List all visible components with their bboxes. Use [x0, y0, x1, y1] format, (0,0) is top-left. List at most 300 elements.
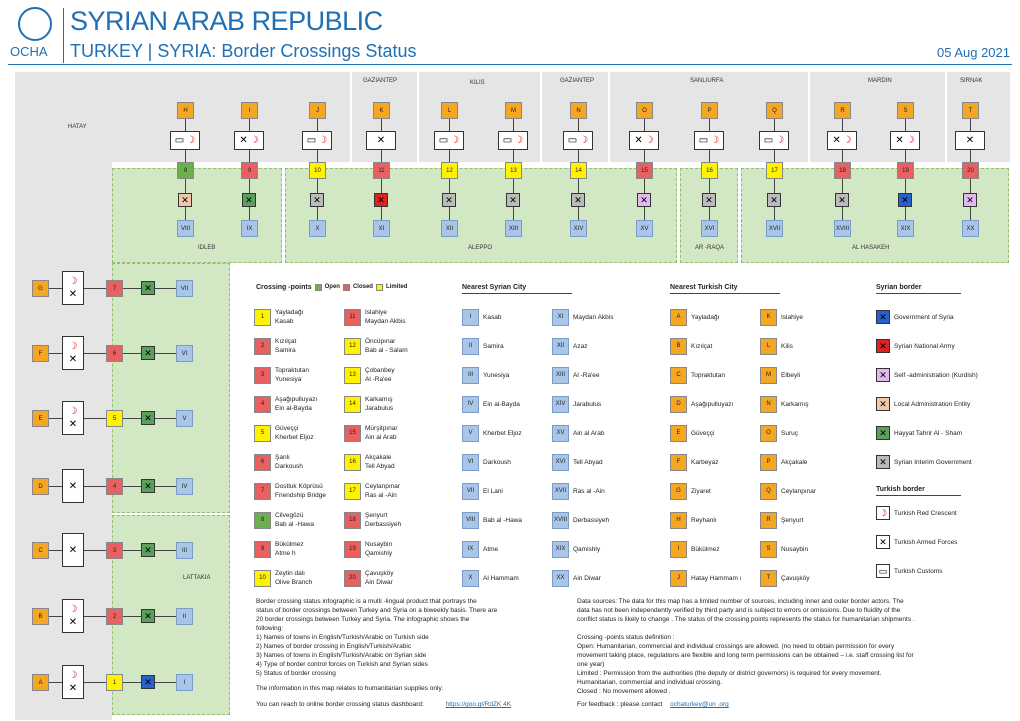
red-crescent-icon: ☽ [68, 406, 78, 417]
legend-text: Self -administration (Kurdish) [894, 371, 978, 379]
dashboard-link[interactable]: https://goo.gl/RdZK 4K [445, 701, 512, 708]
note-line: 20 border crossings between Turkey and Syria. The infographic shows the [256, 616, 470, 623]
turkish-control [62, 271, 84, 305]
legend-item [254, 393, 344, 415]
legend-name-2: Kherbet Eljoz [275, 434, 314, 441]
syrian-control-icon: ✕ [876, 397, 890, 411]
syrian-city-card: X [309, 220, 326, 237]
syr-border-header: Syrian border [876, 284, 961, 294]
legend-text [691, 545, 720, 554]
legend-name-1: Samira [483, 342, 504, 350]
legend-swatch: F [670, 454, 687, 471]
legend-item [344, 509, 444, 531]
syrian-control-icon: ✕ [506, 193, 520, 207]
crossing-number-card: 10 [309, 162, 326, 179]
turkish-control [890, 131, 920, 150]
legend-name-1: Çavuşköy [365, 570, 394, 577]
legend-item [462, 335, 562, 357]
legend-name-1: Öncüpınar [365, 338, 396, 345]
legend-name-2: Darkoush [275, 463, 303, 470]
legend-text [573, 574, 601, 583]
idleb-region [112, 168, 282, 263]
feedback-email[interactable]: ochaturkey@un .org [670, 701, 729, 708]
legend-name-1: Mürşitpınar [365, 425, 398, 432]
idleb-west-region [112, 263, 230, 513]
legend-name-2: Ein al-Bayda [275, 405, 312, 412]
legend-item [670, 451, 770, 473]
legend-item [670, 567, 770, 589]
legend-swatch: XVII [552, 483, 569, 500]
legend-text [365, 337, 408, 355]
turkish-city-card: P [701, 102, 718, 119]
legend-item [876, 560, 1006, 582]
legend-name-1: Güveççi [275, 425, 299, 432]
legend-item [760, 393, 860, 415]
legend-item [760, 509, 860, 531]
syrian-control-icon: ✕ [141, 411, 155, 425]
legend-name-1: Qamishly [573, 545, 601, 553]
legend-item [670, 335, 770, 357]
legend-text: Syrian Interim Government [894, 458, 972, 466]
legend-name-1: Ain Diwar [573, 574, 601, 582]
legend-name-1: Topraktutan [275, 367, 309, 374]
legend-text [691, 429, 714, 438]
legend-name-1: Jarabulus [573, 400, 602, 408]
header-divider [63, 8, 64, 63]
syrian-city-card: III [176, 542, 193, 559]
note-line: 2) Names of border crossing in English/Turkish/Arabic [256, 643, 412, 650]
turkish-city-card: J [309, 102, 326, 119]
crossing-number-card: 18 [834, 162, 851, 179]
syrian-city-card: XVIII [834, 220, 851, 237]
legend-text [483, 342, 504, 351]
legend-text [275, 540, 304, 558]
legend-swatch: XII [552, 338, 569, 355]
crossing-number-card: 4 [106, 478, 123, 495]
legend-name-1: Kızılçat [275, 338, 297, 345]
legend-item [254, 422, 344, 444]
legend-name-2: Ras al -Ain [365, 492, 397, 499]
legend-swatch: 1 [254, 309, 271, 326]
feedback-label: For feedback : please contact [577, 701, 663, 708]
legend-item [670, 393, 770, 415]
legend-swatch: 18 [344, 512, 361, 529]
legend-name-1: Ziyaret [691, 487, 711, 495]
legend-swatch: 8 [254, 512, 271, 529]
legend-swatch: XI [552, 309, 569, 326]
legend-swatch: XVIII [552, 512, 569, 529]
legend-swatch: II [462, 338, 479, 355]
turkish-city-card: N [570, 102, 587, 119]
legend-text: Turkish Armed Forces [894, 538, 958, 546]
legend-name-2: Al -Ra'ee [365, 376, 392, 383]
legend-swatch: P [760, 454, 777, 471]
syrian-city-card: XVI [701, 220, 718, 237]
red-crescent-icon: ☽ [186, 135, 196, 146]
customs-icon: ▭ [567, 135, 578, 146]
legend-name-1: Derbassiyeh [573, 516, 610, 524]
crossing-legend-header [256, 284, 407, 291]
turkish-city-card: S [897, 102, 914, 119]
note-line: status of border crossings between Turkey and Syria on a biweekly basis. There are [256, 607, 498, 614]
closed-swatch [343, 284, 350, 291]
red-crescent-icon: ☽ [68, 276, 78, 287]
legend-text [781, 574, 810, 583]
legend-text [365, 540, 392, 558]
turkish-city-card: O [636, 102, 653, 119]
red-crescent-icon: ☽ [68, 341, 78, 352]
lattakia-region [112, 515, 230, 715]
province-label: ALEPPO [468, 245, 493, 251]
red-crescent-icon: ☽ [876, 506, 890, 520]
crossing-number-card: 15 [636, 162, 653, 179]
legend-text [573, 487, 605, 496]
armed-forces-icon: ✕ [876, 535, 890, 549]
crossing-number-card: 1 [106, 674, 123, 691]
legend-text [275, 395, 317, 413]
legend-text [365, 482, 400, 500]
legend-name-1: Şenyurt [365, 512, 388, 519]
crossing-number-card: 13 [505, 162, 522, 179]
syrian-city-card: IV [176, 478, 193, 495]
legend-swatch: H [670, 512, 687, 529]
legend-name-1: Yayladağı [275, 309, 304, 316]
legend-text [483, 545, 498, 554]
legend-item [344, 306, 444, 328]
date-label: 05 Aug 2021 [936, 45, 1010, 60]
turkish-city-card: T [962, 102, 979, 119]
legend-item [344, 364, 444, 386]
sep [808, 72, 810, 162]
legend-item [254, 538, 344, 560]
legend-item [670, 422, 770, 444]
legend-name-1: Nusaybin [781, 545, 809, 553]
legend-name-1: Al -Ra'ee [573, 371, 600, 379]
legend-item [254, 567, 344, 589]
crossing-number-card: 19 [897, 162, 914, 179]
crossing-number-card: 2 [106, 608, 123, 625]
legend-swatch: 10 [254, 570, 271, 587]
legend-item [760, 364, 860, 386]
armed-forces-icon: ✕ [68, 544, 78, 556]
legend-swatch: 12 [344, 338, 361, 355]
syrian-control-icon: ✕ [767, 193, 781, 207]
legend-name-1: Aşağıpulluyazı [275, 396, 318, 403]
legend-swatch: XIII [552, 367, 569, 384]
legend-text: Turkish Customs [894, 567, 943, 575]
syrian-city-card: XII [441, 220, 458, 237]
legend-text [781, 516, 803, 525]
armed-forces-icon: ✕ [68, 480, 78, 492]
legend-text [573, 516, 609, 525]
crossing-number-card: 8 [177, 162, 194, 179]
turkish-control: ✕ [955, 131, 985, 150]
legend-name-1: Reyhanlı [691, 516, 717, 524]
syrian-city-card: VIII [177, 220, 194, 237]
turkish-control [62, 665, 84, 699]
legend-swatch: 4 [254, 396, 271, 413]
syrian-control-icon: ✕ [242, 193, 256, 207]
province-label: IDLEB [198, 245, 216, 251]
legend-item [876, 451, 1006, 473]
legend-swatch: C [670, 367, 687, 384]
legend-item [344, 480, 444, 502]
turkish-control [498, 131, 528, 150]
legend-name-1: Karkamış [365, 396, 393, 403]
turkish-control [302, 131, 332, 150]
syrian-city-card: XIII [505, 220, 522, 237]
note-line: Crossing -points status definition : [577, 634, 675, 641]
legend-item [254, 509, 344, 531]
turkish-control [434, 131, 464, 150]
legend-name-1: Maydan Akbis [573, 313, 614, 321]
syrian-control-icon: ✕ [141, 609, 155, 623]
legend-text [573, 429, 604, 438]
syrian-control-icon: ✕ [637, 193, 651, 207]
open-swatch [315, 284, 322, 291]
crossing-title: Crossing -points [256, 284, 312, 291]
legend-text [781, 342, 793, 351]
legend-text [483, 487, 503, 496]
legend-swatch: Q [760, 483, 777, 500]
crossing-number-card: 20 [962, 162, 979, 179]
syrian-control-icon: ✕ [702, 193, 716, 207]
customs-icon: ▭ [763, 135, 774, 146]
dashboard-label: You can reach to online border crossing status dashboard: [256, 701, 424, 708]
syrian-city-card: VII [176, 280, 193, 297]
turkish-city-card: E [32, 410, 49, 427]
legend-item [670, 509, 770, 531]
legend-swatch: O [760, 425, 777, 442]
legend-item [552, 306, 662, 328]
note-line: data has not been independently verified by third party and is subject to errors or omissions. Due to fluidity of the [577, 607, 901, 614]
legend-name-1: Atme [483, 545, 499, 553]
turkish-city-card: L [441, 102, 458, 119]
legend-swatch: 14 [344, 396, 361, 413]
legend-name-1: Şenyurt [781, 516, 804, 524]
red-crescent-icon: ☽ [514, 135, 524, 146]
crossing-number-card: 9 [241, 162, 258, 179]
legend-swatch: D [670, 396, 687, 413]
legend-name-2: Yunesiya [275, 376, 302, 383]
legend-name-1: Dostluk Köprüsü [275, 483, 323, 490]
legend-swatch: E [670, 425, 687, 442]
legend-name-1: Çavuşköy [781, 574, 810, 582]
red-crescent-icon: ☽ [249, 135, 259, 146]
legend-item [462, 538, 562, 560]
note-line: 1) Names of towns in English/Turkish/Arabic on Turkish side [256, 634, 429, 641]
sep [945, 72, 947, 162]
legend-name-2: Atme h [275, 550, 296, 557]
legend-text [691, 458, 718, 467]
syrian-city-card: II [176, 608, 193, 625]
province-label: SANLIURFA [690, 78, 724, 84]
turkish-control [62, 336, 84, 370]
legend-name-1: Suruç [781, 429, 798, 437]
legend-swatch: B [670, 338, 687, 355]
legend-swatch: 16 [344, 454, 361, 471]
legend-item [876, 306, 1006, 328]
legend-swatch: A [670, 309, 687, 326]
armed-forces-icon: ✕ [832, 135, 841, 146]
syrian-control-icon: ✕ [141, 479, 155, 493]
legend-name-2: Qamishly [365, 550, 393, 557]
legend-swatch: 17 [344, 483, 361, 500]
legend-name-1: Cilvegözü [275, 512, 304, 519]
legend-item [670, 480, 770, 502]
armed-forces-icon: ✕ [68, 419, 78, 430]
turkish-city-card: C [32, 542, 49, 559]
legend-swatch: 5 [254, 425, 271, 442]
red-crescent-icon: ☽ [579, 135, 589, 146]
syrian-control-icon: ✕ [876, 426, 890, 440]
legend-name-1: Ein al-Bayda [483, 400, 520, 408]
province-label: HATAY [68, 124, 87, 130]
legend-name-1: Kızılçat [691, 342, 713, 350]
syrian-city-card: XI [373, 220, 390, 237]
turkish-control [170, 131, 200, 150]
legend-text [483, 400, 520, 409]
legend-text [365, 569, 394, 587]
legend-text: Government of Syria [894, 313, 954, 321]
legend-text [781, 313, 803, 322]
legend-swatch: 3 [254, 367, 271, 384]
customs-icon: ▭ [876, 564, 890, 578]
legend-swatch: 11 [344, 309, 361, 326]
legend-swatch: VI [462, 454, 479, 471]
crossing-number-card: 5 [106, 410, 123, 427]
turkish-control [62, 599, 84, 633]
legend-item [760, 480, 860, 502]
legend-text [483, 429, 522, 438]
legend-swatch: 9 [254, 541, 271, 558]
syrian-control-icon: ✕ [571, 193, 585, 207]
legend-item [254, 451, 344, 473]
legend-name-2: Olive Branch [275, 579, 313, 586]
legend-item [876, 502, 1006, 524]
crossing-number-card: 16 [701, 162, 718, 179]
legend-name-1: Akçakale [365, 454, 392, 461]
legend-swatch: XIX [552, 541, 569, 558]
legend-item [760, 451, 860, 473]
legend-name-1: Tell Abyad [573, 458, 603, 466]
armed-forces-icon: ✕ [68, 683, 78, 694]
red-crescent-icon: ☽ [450, 135, 460, 146]
red-crescent-icon: ☽ [68, 670, 78, 681]
tr-border-header: Turkish border [876, 486, 961, 496]
crossing-number-card: 7 [106, 280, 123, 297]
turkish-city-card: R [834, 102, 851, 119]
legend-swatch: 2 [254, 338, 271, 355]
legend-name-1: Elbeyli [781, 371, 801, 379]
syrian-city-card: IX [241, 220, 258, 237]
note-line [577, 624, 1007, 633]
red-crescent-icon: ☽ [905, 135, 915, 146]
legend-item [552, 509, 662, 531]
legend-text [275, 424, 314, 442]
legend-name-1: Ras al -Ain [573, 487, 605, 495]
legend-name-1: Bab al -Hawa [483, 516, 523, 524]
legend-item [462, 451, 562, 473]
legend-name-1: Islahiye [781, 313, 804, 321]
province-label: SIRNAK [960, 78, 983, 84]
legend-swatch: 19 [344, 541, 361, 558]
customs-icon: ▭ [698, 135, 709, 146]
legend-text [781, 371, 800, 380]
legend-name-1: Nusaybin [365, 541, 393, 548]
legend-swatch: VII [462, 483, 479, 500]
legend-text [781, 487, 816, 496]
legend-text [691, 574, 742, 583]
closed-label: Closed [352, 284, 373, 290]
legend-text: Syrian National Army [894, 342, 955, 350]
legend-name-1: Ceylanpınar [365, 483, 401, 490]
syrian-control-icon: ✕ [898, 193, 912, 207]
legend-item [552, 393, 662, 415]
legend-swatch: 13 [344, 367, 361, 384]
legend-swatch: K [760, 309, 777, 326]
legend-name-2: Ain Diwar [365, 579, 393, 586]
legend-text [365, 366, 395, 384]
note-line: Data sources: The data for this map has a limited number of sources, including inner and outer border actors. The [577, 598, 904, 605]
legend-item [254, 335, 344, 357]
legend-text [573, 545, 600, 554]
legend-name-1: Bükülmez [691, 545, 720, 553]
legend-text [691, 371, 725, 380]
legend-swatch: X [462, 570, 479, 587]
syrian-city-card: XX [962, 220, 979, 237]
note-line: conflict status is likely to change . The status of the crossing points represents the status for humanitarian shipments . [577, 616, 915, 623]
legend-item [670, 306, 770, 328]
legend-swatch: IV [462, 396, 479, 413]
syrian-control-icon: ✕ [963, 193, 977, 207]
sep [350, 72, 352, 162]
province-label: KILIS [470, 80, 485, 86]
legend-name-2: Friendship Bridge [275, 492, 326, 499]
legend-swatch: J [670, 570, 687, 587]
legend-item [462, 567, 562, 589]
province-label: AR -RAQA [695, 245, 725, 251]
legend-item [670, 538, 770, 560]
syrian-control-icon: ✕ [835, 193, 849, 207]
legend-text [573, 371, 600, 380]
legend-name-2: Samira [275, 347, 296, 354]
legend-text [691, 400, 733, 409]
note-line: movement taking place, regulations are flexible and long term permissions can be obtained – i.e. staff crossing list for [577, 652, 914, 659]
legend-text [275, 569, 312, 587]
legend-item [552, 364, 662, 386]
syrian-control-icon: ✕ [178, 193, 192, 207]
red-crescent-icon: ☽ [775, 135, 785, 146]
legend-text [365, 308, 405, 326]
legend-name-1: Islahiye [365, 309, 388, 316]
un-emblem-icon [18, 7, 52, 41]
legend-name-1: Al Hammam [483, 574, 519, 582]
turkish-control: ✕ [366, 131, 396, 150]
legend-text [275, 308, 303, 326]
legend-item [552, 480, 662, 502]
syrian-city-card: XIX [897, 220, 914, 237]
syrian-control-icon: ✕ [374, 193, 388, 207]
legend-text [275, 453, 303, 471]
legend-item [876, 531, 1006, 553]
legend-swatch: 20 [344, 570, 361, 587]
legend-item [462, 306, 562, 328]
legend-name-1: Ceylanpınar [781, 487, 817, 495]
legend-text [483, 313, 501, 322]
syrian-control-icon: ✕ [442, 193, 456, 207]
legend-name-2: Maydan Akbis [365, 318, 406, 325]
